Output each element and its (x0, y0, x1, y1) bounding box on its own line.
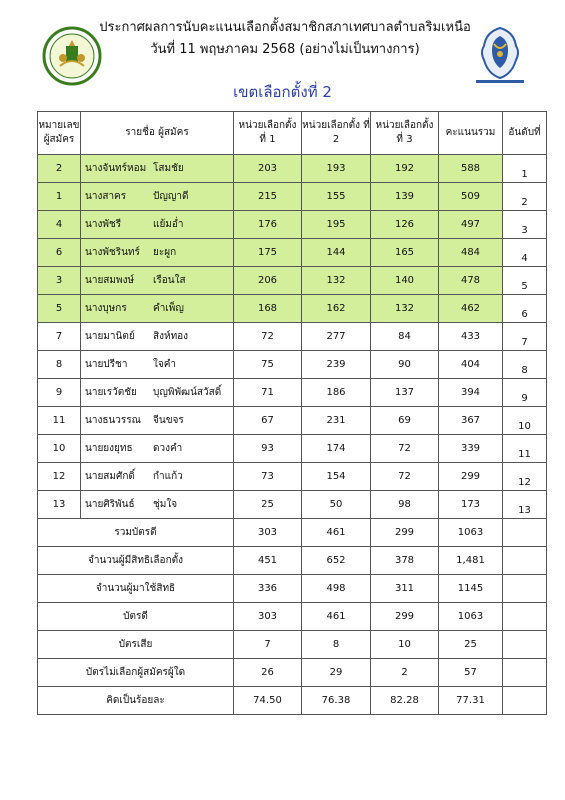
unit3-votes: 72 (371, 435, 439, 463)
summary-unit2: 461 (302, 519, 371, 547)
candidate-first-name: นางพัชรินทร์ (85, 247, 140, 258)
summary-total: 25 (439, 631, 503, 659)
summary-rank-empty (503, 687, 547, 715)
announcement-date: วันที่ 11 พฤษภาคม 2568 (อย่างไม่เป็นทางการ) (150, 42, 420, 57)
unit1-votes: 215 (234, 183, 302, 211)
unit2-votes: 239 (302, 351, 371, 379)
summary-unit1: 7 (234, 631, 302, 659)
candidate-rank: 7 (503, 323, 547, 351)
summary-rank-empty (503, 631, 547, 659)
candidate-number: 13 (38, 491, 81, 519)
candidate-rank: 6 (503, 295, 547, 323)
candidate-name (81, 211, 234, 239)
unit3-votes: 192 (371, 155, 439, 183)
summary-total: 1,481 (439, 547, 503, 575)
summary-row (38, 659, 547, 687)
header-unit3: หน่วยเลือกตั้ง ที่ 3 (371, 112, 439, 155)
unit1-votes: 25 (234, 491, 302, 519)
unit3-votes: 69 (371, 407, 439, 435)
unit2-votes: 162 (302, 295, 371, 323)
unit1-votes: 67 (234, 407, 302, 435)
unit2-votes: 50 (302, 491, 371, 519)
unit3-votes: 137 (371, 379, 439, 407)
header-name: รายชื่อ ผู้สมัคร (81, 112, 234, 155)
unit3-votes: 72 (371, 463, 439, 491)
summary-rank-empty (503, 603, 547, 631)
candidate-last-name: บุญพิพัฒน์สวัสดิ์ (153, 387, 222, 398)
candidate-row (38, 351, 547, 379)
total-votes: 509 (439, 183, 503, 211)
total-votes: 394 (439, 379, 503, 407)
unit2-votes: 277 (302, 323, 371, 351)
unit2-votes: 155 (302, 183, 371, 211)
unit3-votes: 165 (371, 239, 439, 267)
ect-logo-icon (42, 26, 102, 86)
candidate-rank: 8 (503, 351, 547, 379)
unit1-votes: 203 (234, 155, 302, 183)
header-total: คะแนนรวม (439, 112, 503, 155)
total-votes: 462 (439, 295, 503, 323)
candidate-rank: 9 (503, 379, 547, 407)
summary-row (38, 519, 547, 547)
candidate-name (81, 323, 234, 351)
candidate-last-name: แย้มอ่ำ (153, 219, 184, 230)
unit3-votes: 140 (371, 267, 439, 295)
candidate-rank: 1 (503, 155, 547, 183)
summary-unit3: 311 (371, 575, 439, 603)
candidate-first-name: นางพัชรี (85, 219, 122, 230)
candidate-first-name: นายศิริพันธ์ (85, 499, 135, 510)
summary-total: 1063 (439, 519, 503, 547)
candidate-first-name: นายเรวัตชัย (85, 387, 137, 398)
summary-unit3: 299 (371, 603, 439, 631)
candidate-last-name: กำแก้ว (153, 471, 183, 482)
header-unit1: หน่วยเลือกตั้ง ที่ 1 (234, 112, 302, 155)
candidate-row (38, 379, 547, 407)
header-number: หมายเลข ผู้สมัคร (38, 112, 81, 155)
total-votes: 173 (439, 491, 503, 519)
summary-unit2: 498 (302, 575, 371, 603)
summary-unit1: 303 (234, 519, 302, 547)
candidate-name (81, 267, 234, 295)
summary-unit1: 451 (234, 547, 302, 575)
candidate-name (81, 435, 234, 463)
unit2-votes: 193 (302, 155, 371, 183)
unit1-votes: 73 (234, 463, 302, 491)
unit1-votes: 206 (234, 267, 302, 295)
unit2-votes: 186 (302, 379, 371, 407)
candidate-row (38, 155, 547, 183)
summary-row (38, 547, 547, 575)
unit1-votes: 176 (234, 211, 302, 239)
total-votes: 478 (439, 267, 503, 295)
unit3-votes: 98 (371, 491, 439, 519)
summary-unit1: 26 (234, 659, 302, 687)
candidate-row (38, 295, 547, 323)
candidate-number: 3 (38, 267, 81, 295)
summary-unit2: 76.38 (302, 687, 371, 715)
candidate-first-name: นางธนวรรณ (85, 415, 141, 426)
candidate-last-name: โสมชัย (153, 163, 184, 174)
summary-unit2: 652 (302, 547, 371, 575)
summary-unit3: 378 (371, 547, 439, 575)
candidate-rank: 10 (503, 407, 547, 435)
summary-unit1: 336 (234, 575, 302, 603)
summary-row (38, 603, 547, 631)
summary-row (38, 631, 547, 659)
district-title: เขตเลือกตั้งที่ 2 (233, 83, 332, 101)
summary-label: คิดเป็นร้อยละ (38, 687, 234, 715)
summary-total: 1063 (439, 603, 503, 631)
candidate-last-name: ใจคำ (153, 359, 177, 370)
summary-unit3: 82.28 (371, 687, 439, 715)
unit2-votes: 154 (302, 463, 371, 491)
total-votes: 497 (439, 211, 503, 239)
total-votes: 367 (439, 407, 503, 435)
candidate-last-name: จีนขจร (153, 415, 184, 426)
candidate-first-name: นายปรีชา (85, 359, 128, 370)
summary-unit2: 29 (302, 659, 371, 687)
candidate-number: 2 (38, 155, 81, 183)
candidate-first-name: นายยงยุทธ (85, 443, 133, 454)
summary-unit2: 8 (302, 631, 371, 659)
summary-label: บัตรดี (38, 603, 234, 631)
candidate-row (38, 435, 547, 463)
summary-unit3: 299 (371, 519, 439, 547)
candidate-rank: 4 (503, 239, 547, 267)
unit2-votes: 132 (302, 267, 371, 295)
header-rank: อันดับที่ (503, 112, 547, 155)
unit2-votes: 231 (302, 407, 371, 435)
candidate-last-name: ยะผูก (153, 247, 177, 258)
results-table (37, 111, 547, 715)
candidate-first-name: นายมานิตย์ (85, 331, 135, 342)
candidate-number: 4 (38, 211, 81, 239)
summary-unit3: 10 (371, 631, 439, 659)
candidate-number: 11 (38, 407, 81, 435)
candidate-number: 1 (38, 183, 81, 211)
candidate-number: 9 (38, 379, 81, 407)
candidate-number: 5 (38, 295, 81, 323)
candidate-number: 10 (38, 435, 81, 463)
candidate-row (38, 323, 547, 351)
summary-rank-empty (503, 575, 547, 603)
candidate-first-name: นางจันทร์หอม (85, 163, 147, 174)
announcement-title: ประกาศผลการนับคะแนนเลือกตั้งสมาชิกสภาเทศบาลตำบลริมเหนือ (99, 20, 471, 35)
unit2-votes: 144 (302, 239, 371, 267)
candidate-row (38, 211, 547, 239)
summary-row (38, 575, 547, 603)
summary-unit1: 74.50 (234, 687, 302, 715)
candidate-last-name: ปัญญาดี (153, 191, 189, 202)
summary-unit3: 2 (371, 659, 439, 687)
total-votes: 404 (439, 351, 503, 379)
unit1-votes: 72 (234, 323, 302, 351)
candidate-rank: 11 (503, 435, 547, 463)
candidate-number: 6 (38, 239, 81, 267)
total-votes: 339 (439, 435, 503, 463)
summary-label: บัตรเสีย (38, 631, 234, 659)
candidate-last-name: ดวงคำ (153, 443, 183, 454)
candidate-last-name: เรือนใส (153, 275, 186, 286)
candidate-row (38, 183, 547, 211)
candidate-row (38, 239, 547, 267)
candidate-rank: 5 (503, 267, 547, 295)
candidate-row (38, 407, 547, 435)
candidate-row (38, 491, 547, 519)
municipality-seal-icon (468, 24, 532, 86)
candidate-row (38, 267, 547, 295)
candidate-name (81, 351, 234, 379)
table-header-row (38, 112, 547, 155)
candidate-name (81, 491, 234, 519)
unit1-votes: 75 (234, 351, 302, 379)
candidate-first-name: นายสมศักดิ์ (85, 471, 135, 482)
unit1-votes: 168 (234, 295, 302, 323)
total-votes: 299 (439, 463, 503, 491)
summary-total: 1145 (439, 575, 503, 603)
total-votes: 588 (439, 155, 503, 183)
unit3-votes: 90 (371, 351, 439, 379)
candidate-rank: 3 (503, 211, 547, 239)
unit3-votes: 132 (371, 295, 439, 323)
summary-label: รวมบัตรดี (38, 519, 234, 547)
unit1-votes: 71 (234, 379, 302, 407)
candidate-first-name: นางบุษกร (85, 303, 127, 314)
candidate-rank: 13 (503, 491, 547, 519)
total-votes: 484 (439, 239, 503, 267)
candidate-name (81, 155, 234, 183)
candidate-first-name: นางสาคร (85, 191, 127, 202)
summary-label: บัตรไม่เลือกผู้สมัครผู้ใด (38, 659, 234, 687)
unit2-votes: 174 (302, 435, 371, 463)
total-votes: 433 (439, 323, 503, 351)
candidate-number: 12 (38, 463, 81, 491)
summary-total: 77.31 (439, 687, 503, 715)
candidate-first-name: นายสมพงษ์ (85, 275, 135, 286)
candidate-name (81, 407, 234, 435)
candidate-name (81, 239, 234, 267)
summary-label: จำนวนผู้มีสิทธิเลือกตั้ง (38, 547, 234, 575)
candidate-name (81, 295, 234, 323)
summary-rank-empty (503, 547, 547, 575)
candidate-number: 7 (38, 323, 81, 351)
candidate-name (81, 183, 234, 211)
candidate-row (38, 463, 547, 491)
unit3-votes: 139 (371, 183, 439, 211)
summary-total: 57 (439, 659, 503, 687)
summary-unit1: 303 (234, 603, 302, 631)
unit3-votes: 126 (371, 211, 439, 239)
summary-rank-empty (503, 659, 547, 687)
candidate-last-name: คำเพ็ญ (153, 303, 184, 314)
unit1-votes: 175 (234, 239, 302, 267)
header-unit2: หน่วยเลือกตั้ง ที่ 2 (302, 112, 371, 155)
unit1-votes: 93 (234, 435, 302, 463)
summary-label: จำนวนผู้มาใช้สิทธิ (38, 575, 234, 603)
candidate-number: 8 (38, 351, 81, 379)
candidate-name (81, 379, 234, 407)
candidate-rank: 12 (503, 463, 547, 491)
candidate-last-name: สิงห์ทอง (153, 331, 189, 342)
summary-row (38, 687, 547, 715)
candidate-rank: 2 (503, 183, 547, 211)
unit2-votes: 195 (302, 211, 371, 239)
summary-unit2: 461 (302, 603, 371, 631)
candidate-name (81, 463, 234, 491)
unit3-votes: 84 (371, 323, 439, 351)
summary-rank-empty (503, 519, 547, 547)
candidate-last-name: ชุ่มใจ (153, 499, 178, 510)
